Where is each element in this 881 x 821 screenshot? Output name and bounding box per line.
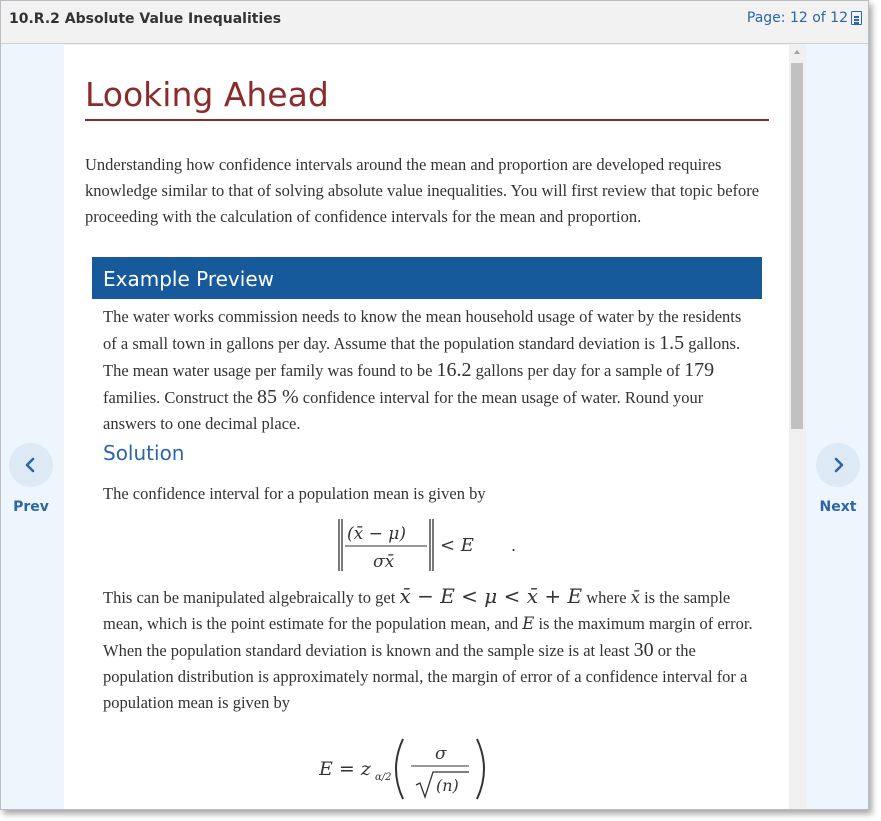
chevron-right-icon[interactable] (816, 443, 860, 487)
heading-divider (85, 119, 769, 121)
para3-text-4: is the maximum margin of error. When the population standard deviation is known and the sample size is at least (103, 614, 753, 660)
std-dev-value: 1.5 (659, 332, 685, 354)
scrollbar-thumb[interactable] (791, 63, 803, 429)
formula1-denominator: σx̄ (373, 552, 395, 572)
formula1-dot: . (511, 536, 517, 555)
section-title: 10.R.2 Absolute Value Inequalities (9, 11, 282, 27)
e-symbol: E (522, 614, 535, 633)
example-text-3: gallons per day for a sample of (471, 361, 685, 380)
example-text-2: gallons. The mean water usage per family was found to be (103, 334, 741, 380)
intro-paragraph: Understanding how confidence intervals around the mean and proportion are developed requires knowledge similar to that of solving absolute value inequalities. You will first review that topic before proceeding with the calculation of confidence intervals for the mean and proportion. (85, 155, 760, 226)
xbar-symbol: x̄ (630, 588, 640, 607)
confidence-level-value: 85 % (256, 386, 299, 408)
vertical-scrollbar[interactable] (789, 45, 806, 809)
example-preview-title: Example Preview (103, 267, 274, 291)
example-text-1: The water works commission needs to know the mean household usage of water by the residents of a small town in gallons per day. Assume that the population standard deviation is (103, 307, 742, 353)
example-text-4: families. Construct the (103, 388, 257, 407)
example-paragraph (103, 304, 753, 437)
para3-text-5: or the population distribution is approximately normal, the margin of error of a confidence interval for a population mean is given by (103, 641, 748, 712)
next-button[interactable] (808, 443, 868, 515)
formula2-numerator: σ (435, 744, 447, 764)
page-heading: Looking Ahead (85, 75, 329, 114)
sample-size-threshold: 30 (633, 639, 654, 661)
scroll-up-arrow-icon[interactable] (794, 50, 800, 54)
example-preview-header (92, 257, 762, 299)
mean-value: 16.2 (436, 359, 472, 381)
content-panel (64, 45, 789, 809)
solution-text: The confidence interval for a population mean is given by (103, 484, 486, 503)
example-text-5: confidence interval for the mean usage of water. Round your answers to one decimal place. (103, 388, 704, 433)
formula2-denominator: (n) (436, 776, 459, 795)
margin-of-error-formula (319, 735, 499, 809)
confidence-interval-formula (337, 515, 537, 582)
para3-text-1: This can be manipulated algebraically to get (103, 588, 400, 607)
page-indicator[interactable] (747, 10, 862, 26)
para3-text-2: where (582, 588, 631, 607)
para3-text-3: is the sample mean, which is the point estimate for the population mean, and (103, 588, 731, 633)
next-label[interactable]: Next (819, 499, 857, 515)
sample-size-value: 179 (684, 359, 715, 381)
top-bar (1, 1, 868, 44)
prev-label[interactable]: Prev (13, 499, 49, 515)
chevron-left-icon[interactable] (9, 443, 53, 487)
inequality-expression: x̄ − E < μ < x̄ + E (399, 584, 583, 608)
solution-heading: Solution (103, 441, 185, 465)
formula2-lhs: E = z (319, 758, 371, 780)
formula2-subscript: α/2 (375, 772, 392, 783)
formula1-numerator: (x̄ − μ) (347, 524, 406, 544)
margin-of-error-paragraph (103, 583, 753, 716)
prev-button[interactable] (1, 443, 61, 515)
document-icon[interactable] (851, 11, 862, 25)
formula1-rhs: < E (440, 535, 474, 556)
page-info-text: Page: 12 of 12 (746, 10, 848, 26)
